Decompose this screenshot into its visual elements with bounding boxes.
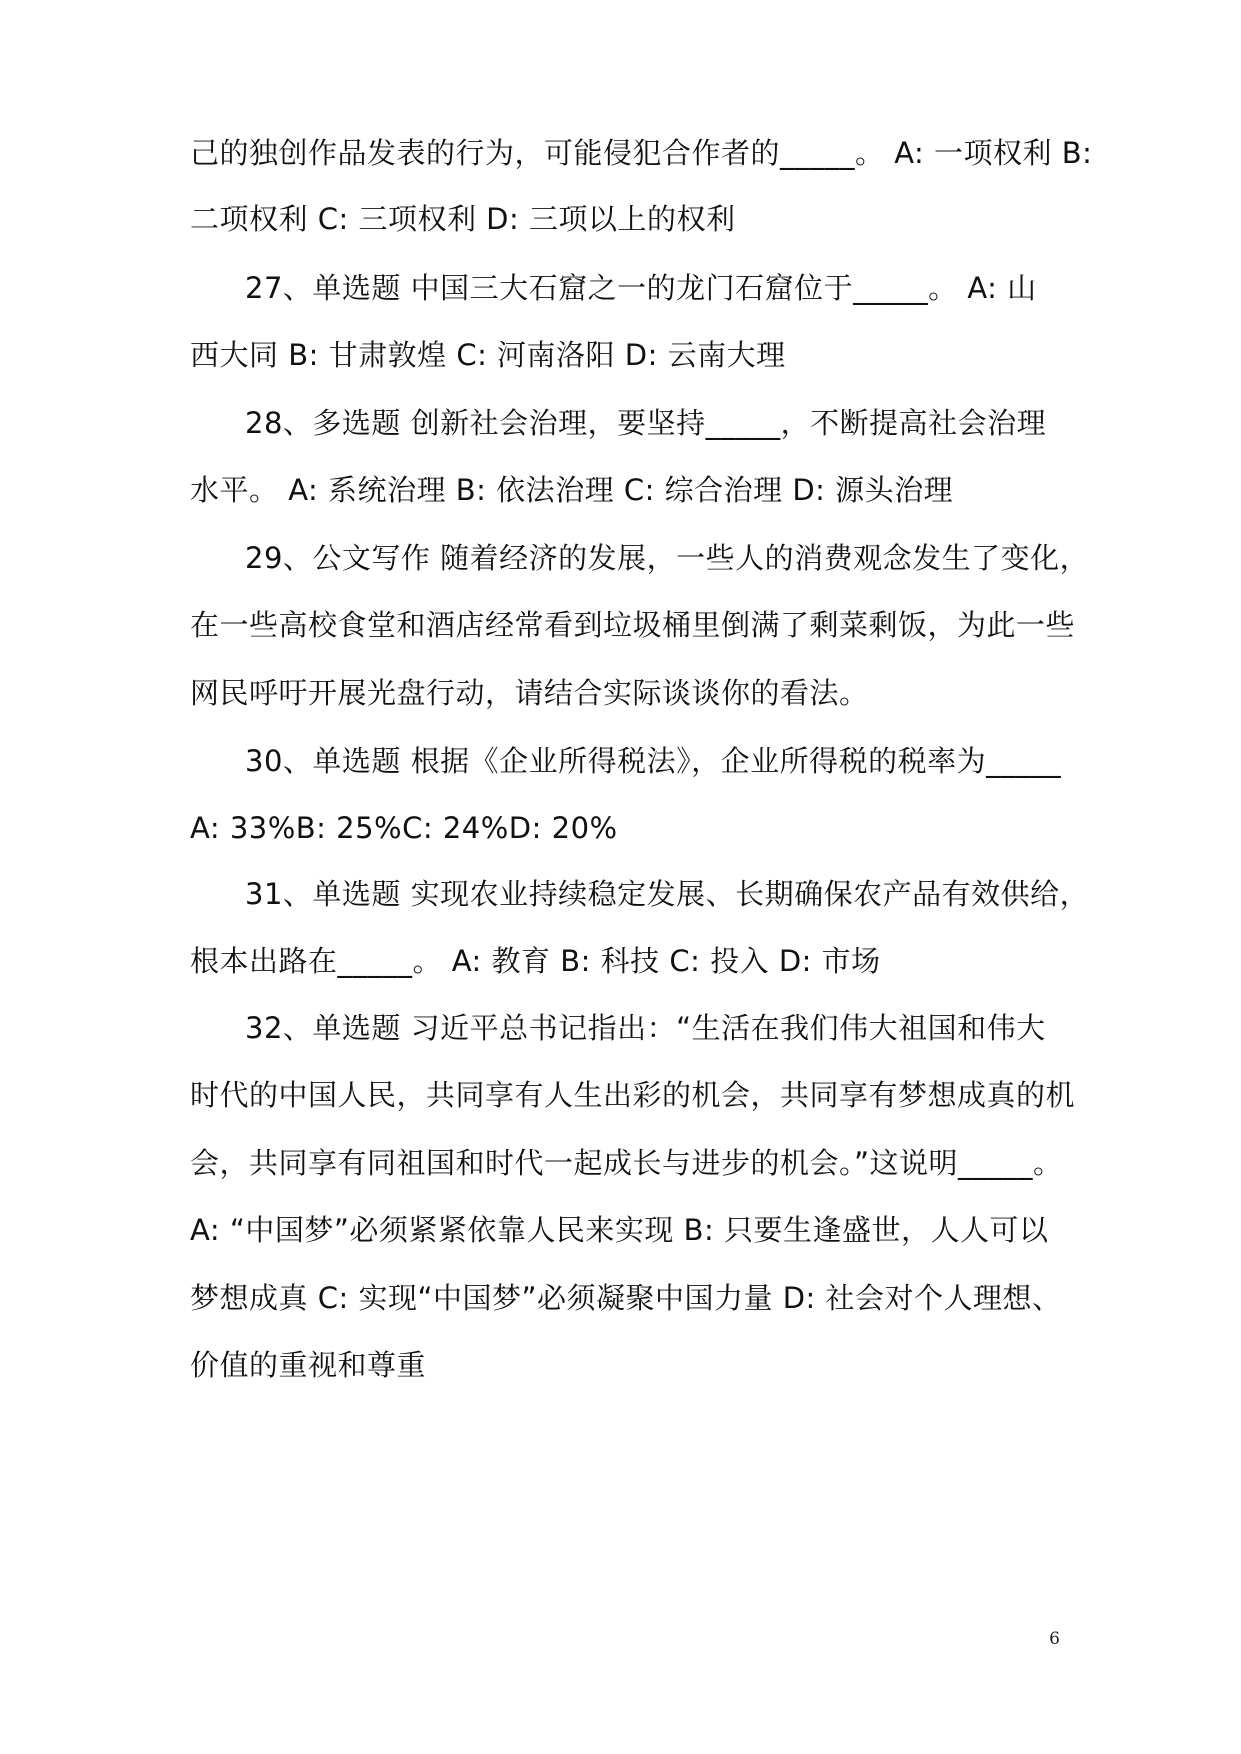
question-32-line-1: 32、单选题 习近平总书记指出：“生活在我们伟大祖国和伟大 (245, 1011, 1046, 1045)
question-30-line-2: A: 33%B: 25%C: 24%D: 20% (190, 811, 618, 845)
text-line-2: 二项权利 C: 三项权利 D: 三项以上的权利 (190, 202, 736, 236)
question-28-line-1: 28、多选题 创新社会治理，要坚持_____，不断提高社会治理 (245, 406, 1047, 440)
question-32-line-6: 价值的重视和尊重 (190, 1348, 427, 1382)
text-line-1: 己的独创作品发表的行为，可能侵犯合作者的_____。 A: 一项权利 B: (190, 136, 1093, 170)
question-27-line-1: 27、单选题 中国三大石窟之一的龙门石窟位于_____。 A: 山 (245, 271, 1037, 305)
question-29-line-3: 网民呼吁开展光盘行动，请结合实际谈谈你的看法。 (190, 676, 869, 710)
question-32-line-4: A: “中国梦”必须紧紧依靠人民来实现 B: 只要生逢盛世，人人可以 (190, 1213, 1049, 1247)
question-29-line-2: 在一些高校食堂和酒店经常看到垃圾桶里倒满了剩菜剩饭，为此一些 (190, 608, 1076, 642)
question-29-line-1: 29、公文写作 随着经济的发展，一些人的消费观念发生了变化， (245, 541, 1090, 575)
question-30-line-1: 30、单选题 根据《企业所得税法》，企业所得税的税率为_____ (245, 744, 1062, 778)
question-32-line-3: 会，共同享有同祖国和时代一起成长与进步的机会。”这说明_____。 (190, 1146, 1063, 1180)
page-number: 6 (1049, 1629, 1060, 1649)
question-32-line-2: 时代的中国人民，共同享有人生出彩的机会，共同享有梦想成真的机 (190, 1078, 1076, 1112)
question-31-line-1: 31、单选题 实现农业持续稳定发展、长期确保农产品有效供给， (245, 877, 1090, 911)
question-31-line-2: 根本出路在_____。 A: 教育 B: 科技 C: 投入 D: 市场 (190, 944, 881, 978)
question-28-line-2: 水平。 A: 系统治理 B: 依法治理 C: 综合治理 D: 源头治理 (190, 473, 954, 507)
question-27-line-2: 西大同 B: 甘肃敦煌 C: 河南洛阳 D: 云南大理 (190, 338, 786, 372)
question-32-line-5: 梦想成真 C: 实现“中国梦”必须凝聚中国力量 D: 社会对个人理想、 (190, 1281, 1062, 1315)
